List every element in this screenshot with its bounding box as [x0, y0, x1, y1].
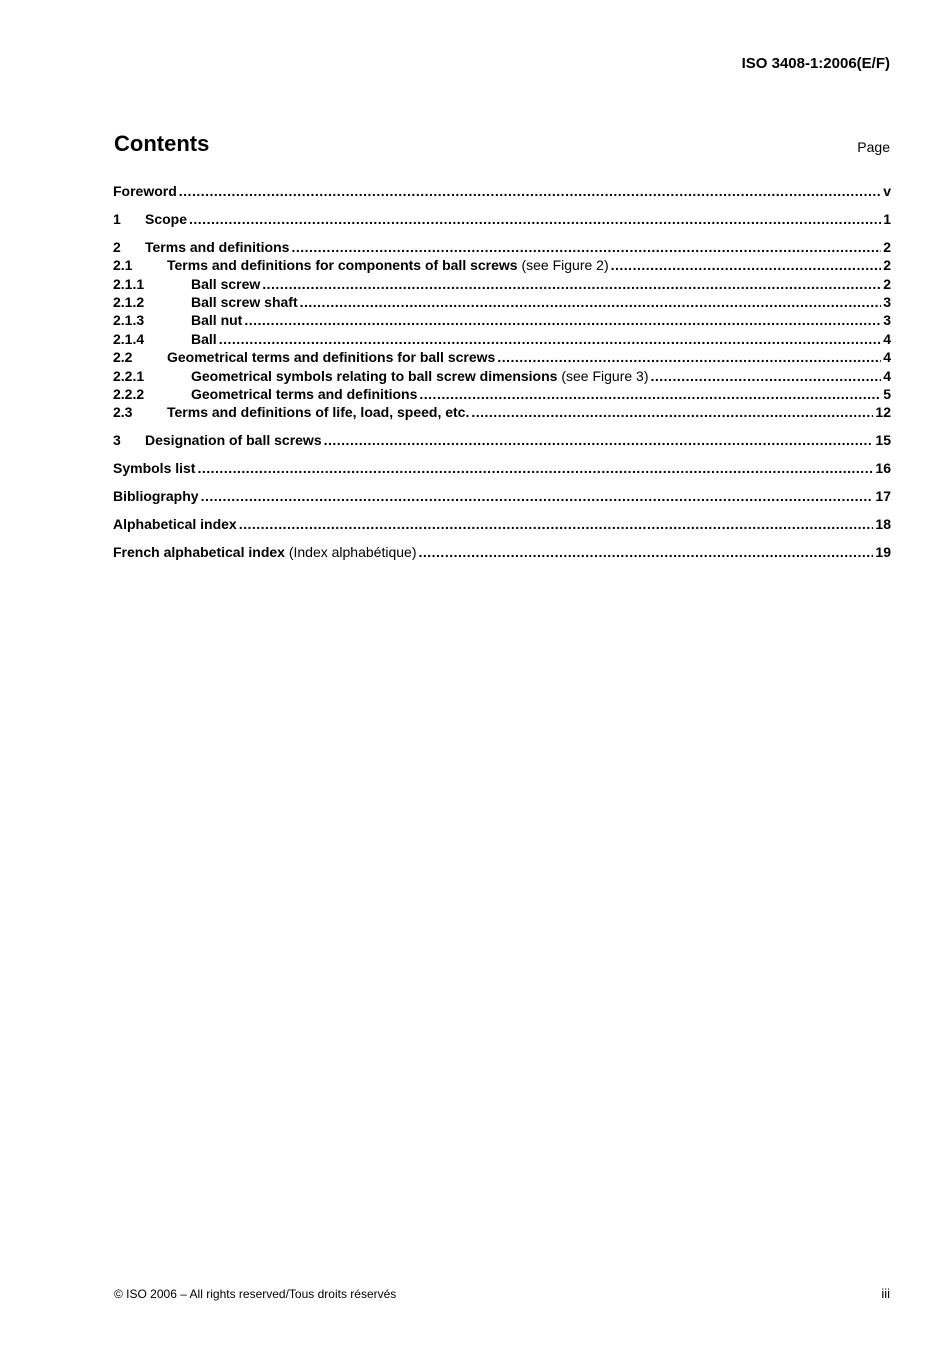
toc-leader-dots — [219, 330, 882, 348]
toc-entry-page: 4 — [883, 330, 891, 347]
toc-entry-title: Geometrical terms and definitions for ball screws — [167, 349, 496, 366]
toc-entry-page: 2 — [883, 275, 891, 292]
toc-entry-3[interactable] — [113, 431, 891, 449]
toc-entry-title: Foreword — [113, 183, 177, 199]
toc-entry-number: 2.1.1 — [113, 275, 145, 292]
toc-entry-page: 5 — [883, 385, 891, 402]
toc-entry-title: French alphabetical index (Index alphabétique) — [113, 543, 417, 560]
toc-leader-dots — [611, 256, 882, 274]
toc-entry-number: 2.2.1 — [113, 367, 145, 384]
toc-entry-title: Alphabetical index — [113, 515, 237, 532]
toc-entry-french-alphabetical-index[interactable] — [113, 543, 891, 561]
toc-entry-number: 2 — [113, 238, 121, 255]
toc-leader-dots — [471, 403, 873, 421]
document-id: ISO 3408-1:2006(E/F) — [741, 55, 890, 72]
toc-entry-number: 2.2.2 — [113, 385, 145, 402]
toc-entry-number: 2.1.2 — [113, 293, 145, 310]
toc-entry-title: Bibliography — [113, 487, 199, 504]
toc-leader-dots — [418, 543, 873, 561]
toc-entry-number: 2.2 — [113, 349, 133, 366]
toc-entry-page: 15 — [875, 432, 891, 449]
toc-entry-symbols-list[interactable] — [113, 459, 891, 477]
toc-leader-dots — [262, 275, 881, 293]
toc-entry-2-1-3[interactable] — [113, 311, 891, 329]
toc-entry-number: 2.1.4 — [113, 330, 145, 347]
toc-entry-2[interactable] — [113, 238, 891, 256]
toc-entry-page: 18 — [875, 515, 891, 532]
toc-entry-title: Ball nut — [191, 312, 243, 329]
toc-entry-2-2-2[interactable] — [113, 385, 891, 403]
toc-entry-page: v — [883, 183, 891, 199]
toc-entry-number: 2.3 — [113, 404, 133, 421]
toc-entry-page: 12 — [875, 404, 891, 421]
footer-copyright: © ISO 2006 – All rights reserved/Tous droits réservés — [114, 1287, 397, 1301]
toc-entry-title: Ball screw — [191, 275, 261, 292]
toc-leader-dots — [291, 238, 881, 256]
toc-entry-page: 4 — [883, 367, 891, 384]
toc-entry-alphabetical-index[interactable] — [113, 515, 891, 533]
table-of-contents — [113, 182, 891, 561]
toc-entry-number: 3 — [113, 432, 121, 449]
toc-entry-foreword[interactable] — [113, 182, 891, 200]
toc-entry-page: 1 — [883, 210, 891, 227]
toc-entry-2-1-2[interactable] — [113, 293, 891, 311]
toc-entry-title: Ball — [191, 330, 217, 347]
toc-entry-2-1-4[interactable] — [113, 330, 891, 348]
toc-entry-2-2-1[interactable] — [113, 367, 891, 385]
toc-entry-2-2[interactable] — [113, 348, 891, 366]
toc-entry-number: 2.1 — [113, 257, 133, 274]
toc-leader-dots — [197, 459, 873, 477]
page-column-label: Page — [857, 139, 890, 155]
toc-leader-dots — [239, 515, 874, 533]
toc-entry-title: Designation of ball screws — [145, 432, 322, 449]
toc-entry-title: Ball screw shaft — [191, 293, 298, 310]
footer-page-number: iii — [881, 1286, 890, 1301]
toc-entry-title: Scope — [145, 210, 188, 227]
toc-entry-page: 3 — [883, 293, 891, 310]
toc-leader-dots — [179, 182, 881, 200]
toc-entry-title: Symbols list — [113, 460, 196, 477]
toc-leader-dots — [419, 385, 881, 403]
toc-leader-dots — [201, 487, 874, 505]
toc-entry-page: 17 — [875, 487, 891, 504]
toc-leader-dots — [244, 311, 881, 329]
toc-entry-title: Terms and definitions of life, load, speed, etc. — [167, 404, 470, 421]
toc-entry-number: 1 — [113, 210, 121, 227]
toc-entry-page: 19 — [875, 543, 891, 560]
toc-entry-2-1-1[interactable] — [113, 275, 891, 293]
toc-leader-dots — [300, 293, 882, 311]
toc-entry-title: Geometrical symbols relating to ball screw dimensions (see Figure 3) — [191, 367, 649, 384]
toc-entry-2-1[interactable] — [113, 256, 891, 274]
contents-heading: Contents — [114, 131, 210, 156]
toc-leader-dots — [324, 431, 874, 449]
toc-entry-page: 2 — [883, 257, 891, 274]
toc-entry-page: 2 — [883, 238, 891, 255]
toc-entry-title: Terms and definitions — [145, 238, 290, 255]
toc-leader-dots — [497, 348, 881, 366]
toc-entry-title: Terms and definitions for components of ball screws (see Figure 2) — [167, 257, 609, 274]
toc-entry-number: 2.1.3 — [113, 312, 145, 329]
toc-entry-bibliography[interactable] — [113, 487, 891, 505]
toc-entry-2-3[interactable] — [113, 403, 891, 421]
toc-entry-page: 4 — [883, 349, 891, 366]
toc-entry-title: Geometrical terms and definitions — [191, 385, 418, 402]
toc-leader-dots — [189, 210, 881, 228]
toc-entry-1[interactable] — [113, 210, 891, 228]
toc-leader-dots — [651, 367, 882, 385]
toc-entry-page: 16 — [875, 460, 891, 477]
toc-entry-page: 3 — [883, 312, 891, 329]
